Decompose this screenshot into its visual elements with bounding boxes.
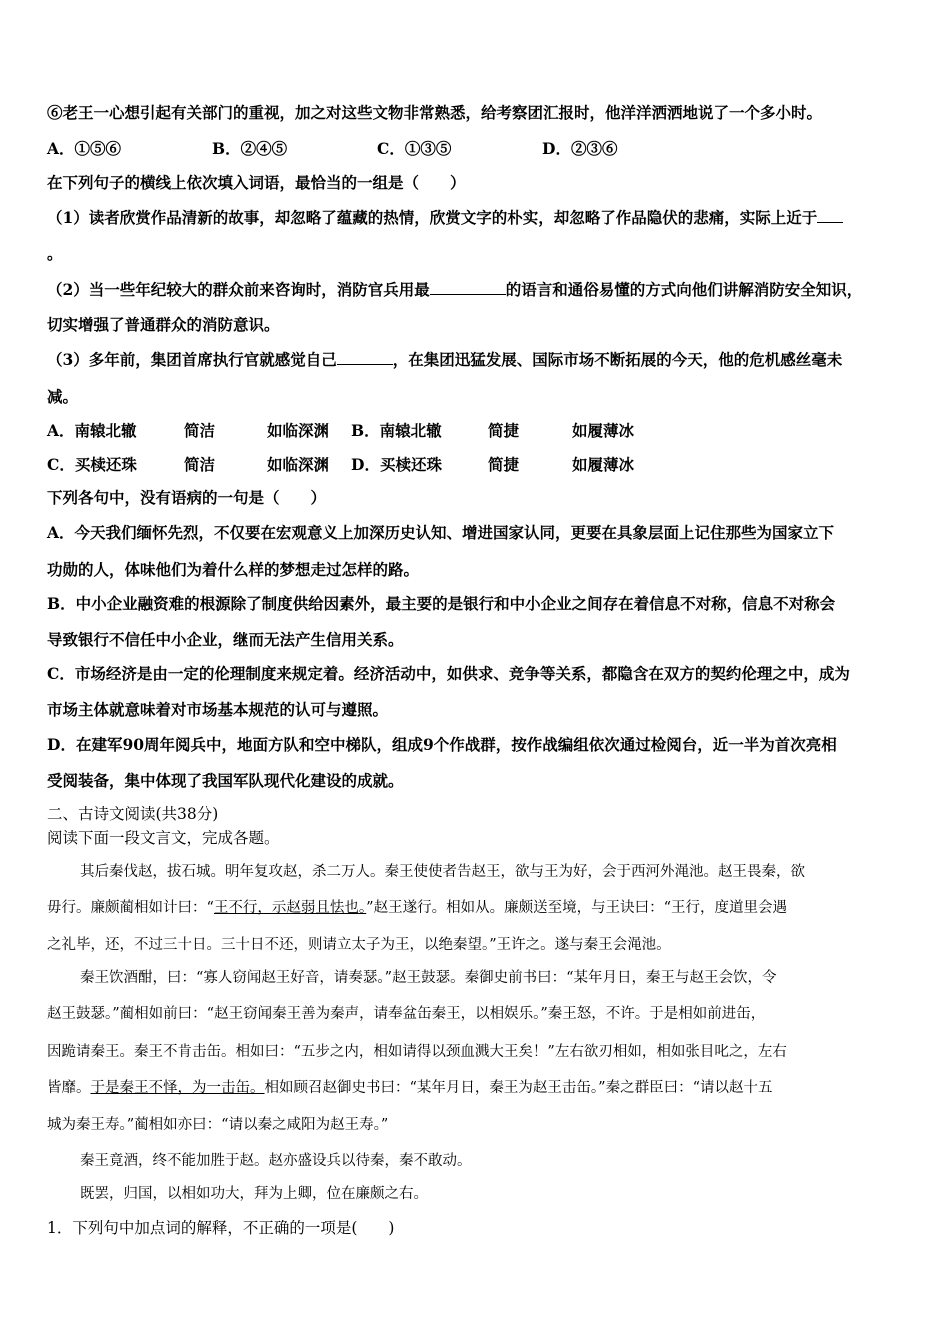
fill-option-d-2: 简捷 [488, 455, 520, 474]
fill-option-c-3: 如临深渊 [267, 455, 330, 474]
passage-p1-line-2-b: ”赵王遂行。相如从。廉颇送至境，与王诀曰：“王行，度道里会遇 [366, 900, 787, 916]
fill-sentence-2-cont: 切实增强了普通群众的消防意识。 [47, 315, 280, 334]
fill-option-a-1[interactable]: A．南辕北辙 [47, 421, 137, 440]
sick-option-b-cont: 导致银行不信任中小企业，继而无法产生信用关系。 [47, 630, 404, 649]
sick-option-d-cont: 受阅装备，集中体现了我国军队现代化建设的成就。 [47, 771, 404, 790]
fill-sentence-2-text-a: （2）当一些年纪较大的群众前来咨询时，消防官兵用最 [47, 280, 430, 299]
passage-p2-line-4-a: 皆靡。 [47, 1080, 91, 1096]
passage-p2-line-2: 赵王鼓瑟。”蔺相如前曰：“赵王窃闻秦王善为秦声，请奉盆缶秦王，以相娱乐。”秦王怒，不许。于是相如前进缶， [47, 1006, 766, 1022]
passage-p4: 既罢，归国，以相如功大，拜为上卿，位在廉颇之右。 [80, 1186, 428, 1202]
section-2-intro: 阅读下面一段文言文，完成各题。 [47, 829, 280, 847]
fill-option-a-3: 如临深渊 [267, 421, 330, 440]
prev-option-c[interactable]: C．①③⑤ [377, 139, 452, 158]
fill-option-a-2: 简洁 [184, 421, 216, 440]
fill-sentence-1 [47, 208, 843, 228]
passage-p1-line-2-a: 毋行。廉颇蔺相如计曰：“ [47, 900, 214, 916]
previous-question-item-6: ⑥老王一心想引起有关部门的重视，加之对这些文物非常熟悉，给考察团汇报时，他洋洋洒洒地说了一个多小时。 [47, 103, 823, 122]
sick-option-a[interactable]: A．今天我们缅怀先烈，不仅要在宏观意义上加深历史认知、增进国家认同，更要在具象层面上记住那些为国家立下 [47, 523, 835, 542]
fill-sentence-3-text-a: （3）多年前，集团首席执行官就感觉自己 [47, 350, 337, 369]
fill-sentence-1-end: 。 [47, 244, 63, 263]
underlined-sentence-2: 于是秦王不怿，为一击缶。 [90, 1080, 265, 1096]
passage-p2-line-4-b: 相如顾召赵御史书曰：“某年月日，秦王为赵王击缶。”秦之群臣曰：“请以赵十五 [264, 1080, 773, 1096]
question-1-stem: 1．下列句中加点词的解释，不正确的一项是( ) [47, 1219, 395, 1237]
fill-sentence-2 [47, 280, 862, 300]
sick-option-d[interactable]: D．在建军90周年阅兵中，地面方队和空中梯队，组成9个作战群，按作战编组依次通过检阅台，近一半为首次亮相 [47, 735, 837, 754]
passage-p1-line-1: 其后秦伐赵，拔石城。明年复攻赵，杀二万人。秦王使使者告赵王，欲与王为好，会于西河外渑池。赵王畏秦，欲 [80, 864, 805, 880]
sick-question-stem: 下列各句中，没有语病的一句是（ ） [47, 488, 327, 507]
prev-option-d[interactable]: D．②③⑥ [542, 139, 618, 158]
section-2-title: 二、古诗文阅读(共38分) [47, 805, 219, 823]
passage-p3: 秦王竟酒，终不能加胜于赵。赵亦盛设兵以待秦，秦不敢动。 [80, 1153, 472, 1169]
fill-blank-3 [337, 350, 393, 365]
fill-option-c-2: 简洁 [184, 455, 216, 474]
passage-p2-line-3: 因跪请秦王。秦王不肯击缶。相如曰：“五步之内，相如请得以颈血溅大王矣！”左右欲刃相如，相如张目叱之，左右 [47, 1044, 787, 1060]
fill-option-d-1[interactable]: D．买椟还珠 [351, 455, 442, 474]
fill-question-stem: 在下列句子的横线上依次填入词语，最恰当的一组是（ ） [47, 173, 466, 192]
fill-option-b-1[interactable]: B．南辕北辙 [351, 421, 442, 440]
prev-option-a[interactable]: A．①⑤⑥ [47, 139, 122, 158]
fill-option-b-2: 简捷 [488, 421, 520, 440]
passage-p2-line-5: 城为秦王寿。”蔺相如亦曰：“请以秦之咸阳为赵王寿。” [47, 1117, 389, 1133]
fill-option-d-3: 如履薄冰 [572, 455, 635, 474]
fill-sentence-3 [47, 350, 842, 370]
passage-p2-line-4 [47, 1078, 773, 1098]
prev-option-b[interactable]: B．②④⑤ [212, 139, 288, 158]
passage-p1-line-2 [47, 898, 787, 918]
sick-option-c[interactable]: C．市场经济是由一定的伦理制度来规定着。经济活动中，如供求、竞争等关系，都隐含在双方的契约伦理之中，成为 [47, 664, 850, 683]
fill-sentence-2-text-b: 的语言和通俗易懂的方式向他们讲解消防安全知识， [505, 280, 863, 299]
fill-sentence-3-cont: 减。 [47, 387, 79, 406]
underlined-sentence-1: 王不行，示赵弱且怯也。 [213, 900, 367, 916]
fill-blank-1 [817, 208, 843, 223]
sick-option-b[interactable]: B．中小企业融资难的根源除了制度供给因素外，最主要的是银行和中小企业之间存在着信息不对称，信息不对称会 [47, 594, 836, 613]
sick-option-a-cont: 功勋的人，体味他们为着什么样的梦想走过怎样的路。 [47, 560, 420, 579]
fill-option-b-3: 如履薄冰 [572, 421, 635, 440]
sick-option-c-cont: 市场主体就意味着对市场基本规范的认可与遵照。 [47, 700, 389, 719]
fill-option-c-1[interactable]: C．买椟还珠 [47, 455, 137, 474]
fill-blank-2 [430, 280, 506, 295]
passage-p1-line-3: 之礼毕，还，不过三十日。三十日不还，则请立太子为王，以绝秦望。”王许之。遂与秦王会渑池。 [47, 937, 671, 953]
fill-sentence-1-text: （1）读者欣赏作品清新的故事，却忽略了蕴藏的热情，欣赏文字的朴实，却忽略了作品隐伏的悲痛，实际上近于 [47, 208, 818, 227]
fill-sentence-3-text-b: ，在集团迅猛发展、国际市场不断拓展的今天，他的危机感丝毫未 [392, 350, 843, 369]
passage-p2-line-1: 秦王饮酒酣，曰：“寡人窃闻赵王好音，请奏瑟。”赵王鼓瑟。秦御史前书曰：“某年月日，秦王与赵王会饮，令 [80, 970, 777, 986]
